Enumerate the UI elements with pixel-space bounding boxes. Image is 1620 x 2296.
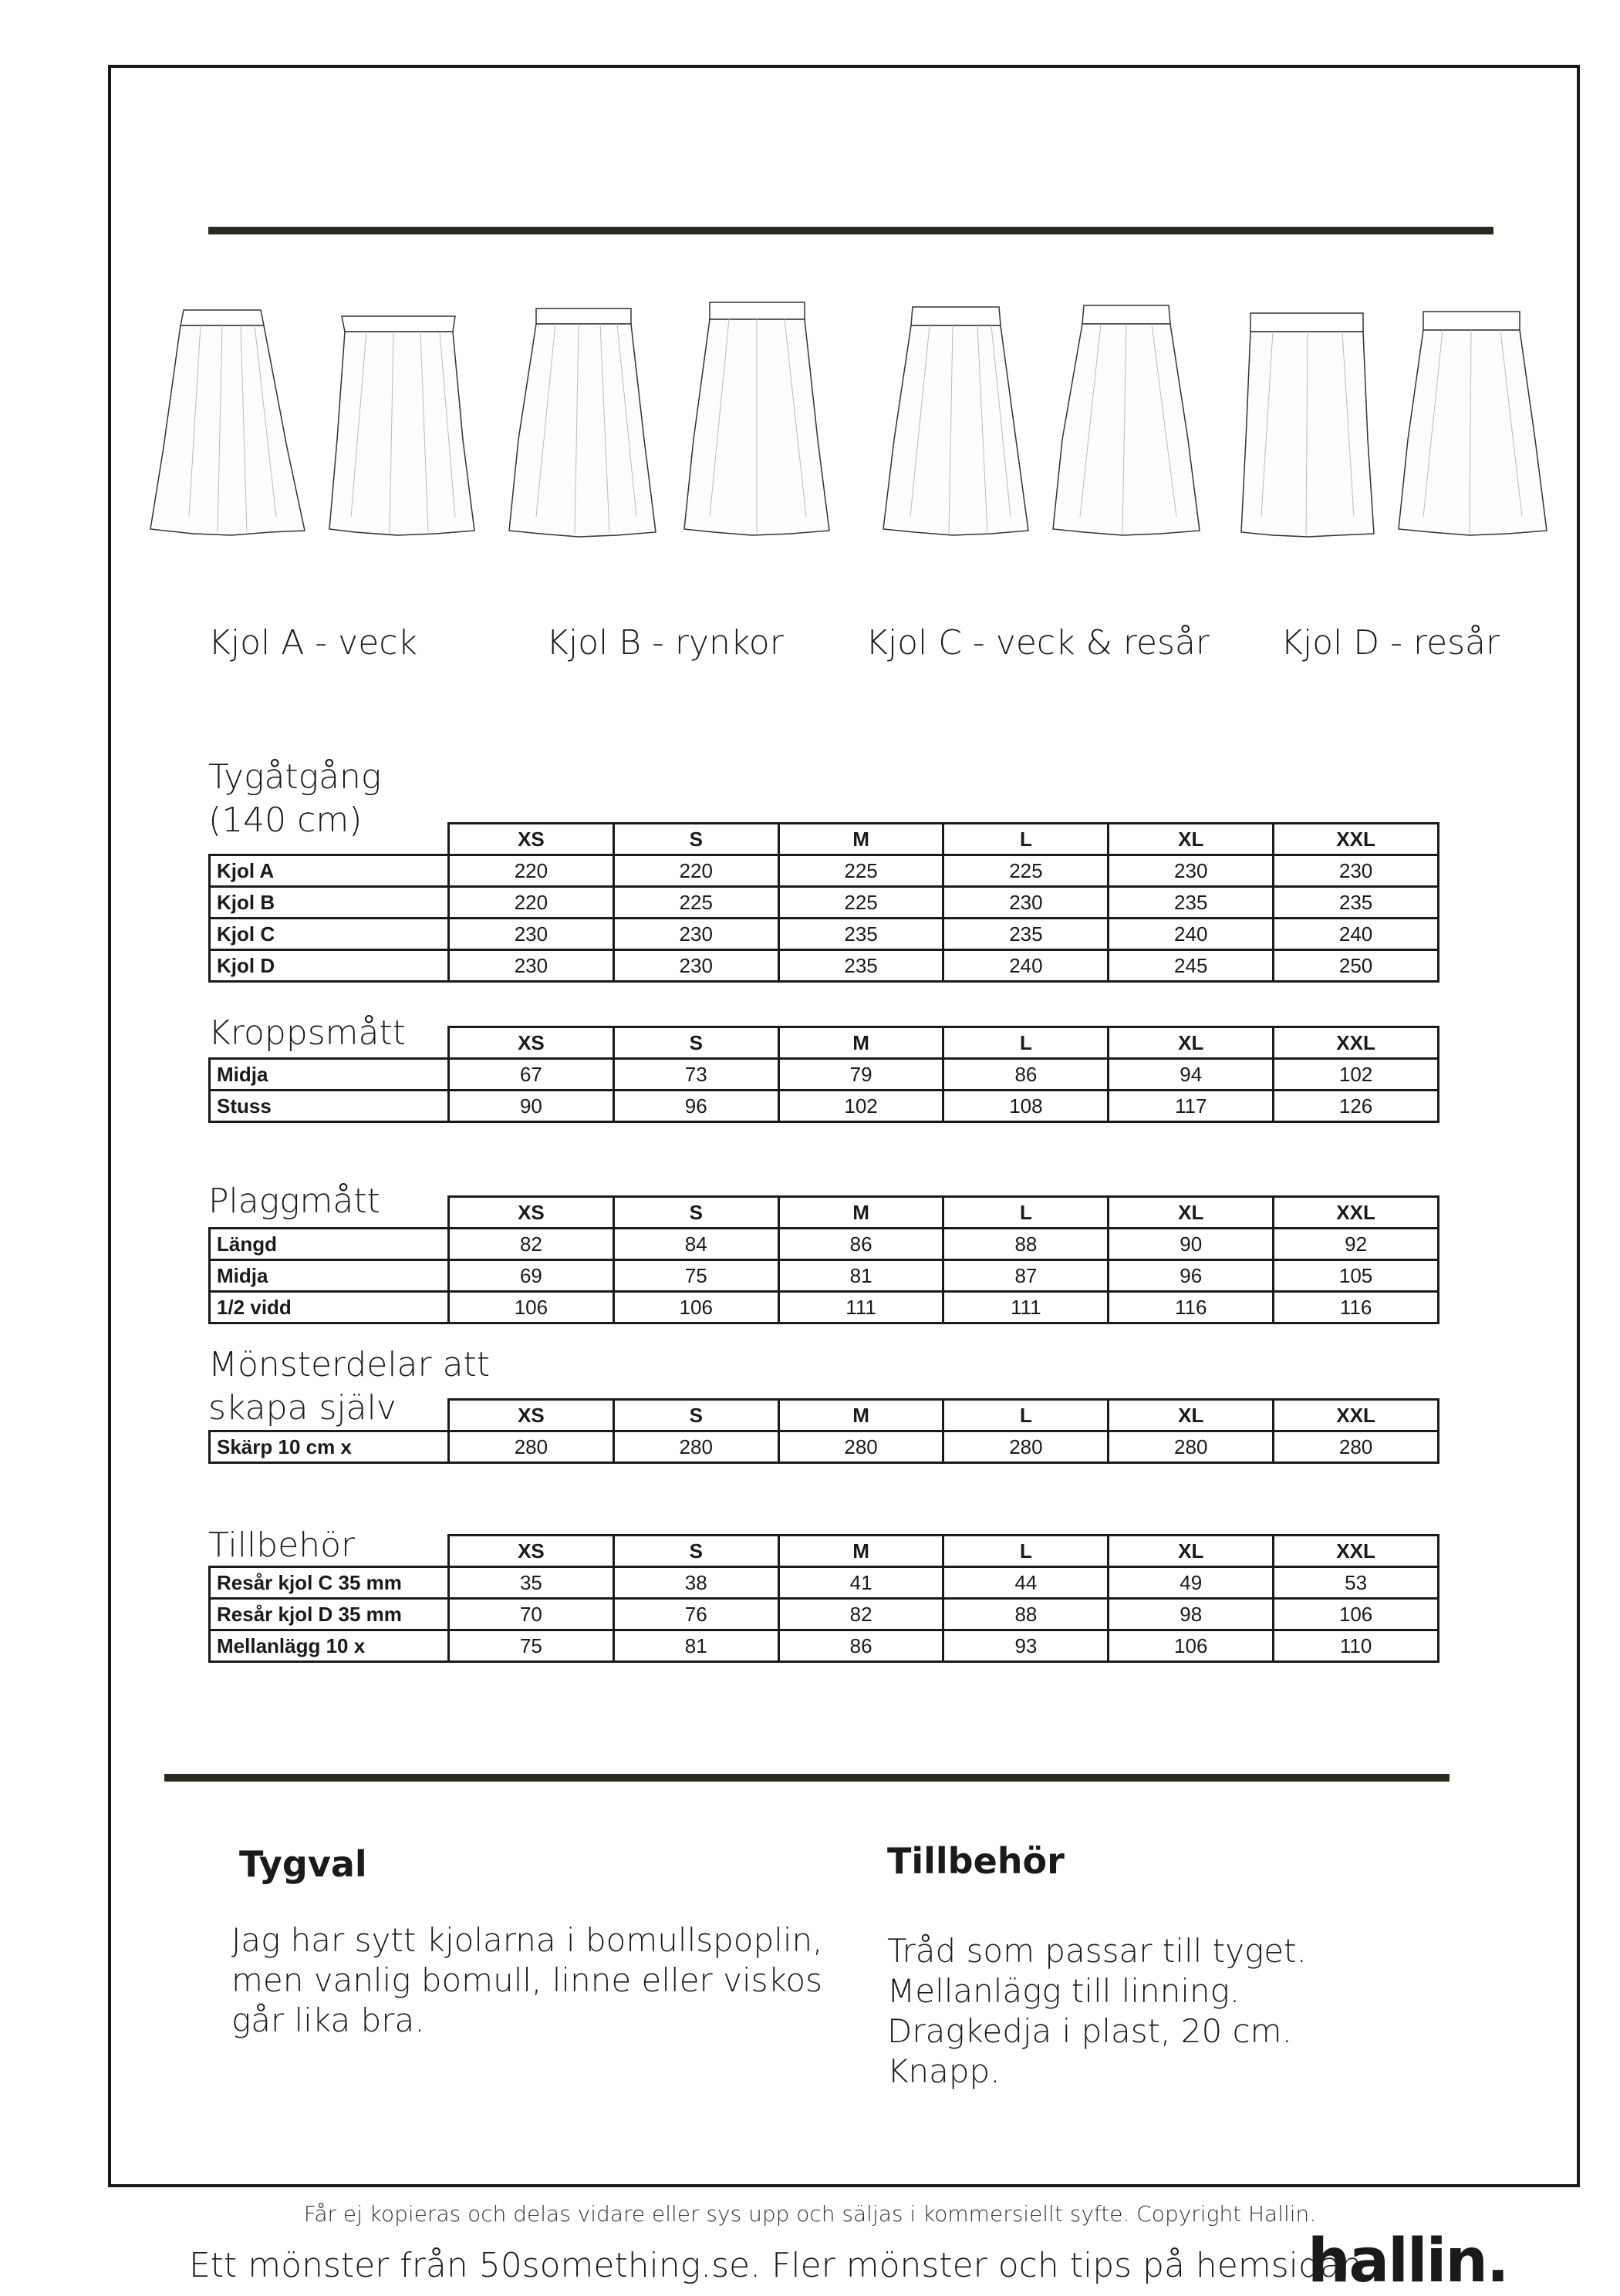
skirt-label-c: Kjol C - veck & resår bbox=[866, 623, 1210, 663]
value-cell: 230 bbox=[613, 919, 778, 950]
notions-text: Tråd som passar till tyget. Mellanlägg till linning. Dragkedja i plast, 20 cm. Knapp. bbox=[887, 1932, 1307, 2090]
table-row bbox=[210, 1292, 1439, 1323]
value-cell: 280 bbox=[1274, 1431, 1439, 1463]
garment-measurements-title: Plaggmått bbox=[208, 1182, 380, 1221]
table-row bbox=[210, 1229, 1439, 1260]
size-header-row bbox=[210, 1400, 1439, 1431]
table-row bbox=[210, 1059, 1439, 1091]
header-blank-cell bbox=[210, 824, 449, 855]
skirt-label-a: Kjol A - veck bbox=[208, 623, 417, 663]
value-cell: 84 bbox=[613, 1229, 778, 1260]
skirt-d-back-illustration bbox=[1392, 285, 1554, 540]
value-cell: 235 bbox=[1274, 887, 1439, 919]
value-cell: 280 bbox=[1109, 1431, 1274, 1463]
value-cell: 88 bbox=[943, 1599, 1109, 1630]
value-cell: 102 bbox=[778, 1091, 943, 1122]
value-cell: 35 bbox=[449, 1567, 614, 1599]
value-cell: 230 bbox=[943, 887, 1109, 919]
copyright-note: Får ej kopieras och delas vidare eller sys upp och säljas i kommersiellt syfte. Copyright Hallin. bbox=[303, 2201, 1317, 2227]
skirt-c-back-illustration bbox=[1045, 285, 1207, 540]
value-cell: 69 bbox=[449, 1260, 614, 1292]
row-label: Mellanlägg 10 x bbox=[210, 1630, 449, 1662]
value-cell: 220 bbox=[613, 855, 778, 887]
table-row bbox=[210, 1431, 1439, 1463]
value-cell: 73 bbox=[613, 1059, 778, 1091]
size-header-cell: M bbox=[778, 1027, 943, 1059]
value-cell: 240 bbox=[943, 950, 1109, 982]
row-label: Resår kjol D 35 mm bbox=[210, 1599, 449, 1630]
value-cell: 86 bbox=[778, 1630, 943, 1662]
value-cell: 220 bbox=[449, 855, 614, 887]
size-header-cell: XS bbox=[449, 1400, 614, 1431]
value-cell: 280 bbox=[943, 1431, 1109, 1463]
hallin-logo: hallin. bbox=[1308, 2227, 1508, 2296]
body-measurements-table bbox=[208, 1026, 1439, 1123]
table-row bbox=[210, 1630, 1439, 1662]
skirt-a-front-illustration bbox=[147, 285, 309, 540]
value-cell: 98 bbox=[1109, 1599, 1274, 1630]
size-header-cell: XL bbox=[1109, 1400, 1274, 1431]
value-cell: 86 bbox=[943, 1059, 1109, 1091]
size-header-cell: XXL bbox=[1274, 1536, 1439, 1567]
value-cell: 106 bbox=[1109, 1630, 1274, 1662]
body-measurements-title: Kroppsmått bbox=[208, 1013, 407, 1053]
size-header-cell: XS bbox=[449, 1197, 614, 1229]
value-cell: 230 bbox=[1109, 855, 1274, 887]
value-cell: 105 bbox=[1274, 1260, 1439, 1292]
value-cell: 93 bbox=[943, 1630, 1109, 1662]
value-cell: 230 bbox=[1274, 855, 1439, 887]
size-header-cell: L bbox=[943, 1536, 1109, 1567]
value-cell: 81 bbox=[613, 1630, 778, 1662]
value-cell: 280 bbox=[778, 1431, 943, 1463]
size-header-cell: S bbox=[613, 1536, 778, 1567]
value-cell: 235 bbox=[943, 919, 1109, 950]
value-cell: 92 bbox=[1274, 1229, 1439, 1260]
top-divider bbox=[208, 227, 1493, 234]
value-cell: 82 bbox=[778, 1599, 943, 1630]
table-row bbox=[210, 950, 1439, 982]
row-label: Kjol B bbox=[210, 887, 449, 919]
value-cell: 225 bbox=[778, 887, 943, 919]
value-cell: 86 bbox=[778, 1229, 943, 1260]
row-label: Stuss bbox=[210, 1091, 449, 1122]
size-header-cell: XL bbox=[1109, 824, 1274, 855]
value-cell: 102 bbox=[1274, 1059, 1439, 1091]
pattern-pieces-table bbox=[208, 1398, 1439, 1464]
skirt-b-front-illustration bbox=[501, 285, 663, 540]
value-cell: 235 bbox=[1109, 887, 1274, 919]
skirt-label-d: Kjol D - resår bbox=[1281, 623, 1500, 663]
skirt-label-b: Kjol B - rynkor bbox=[546, 623, 784, 663]
value-cell: 225 bbox=[778, 855, 943, 887]
value-cell: 41 bbox=[778, 1567, 943, 1599]
value-cell: 106 bbox=[1274, 1599, 1439, 1630]
size-header-cell: M bbox=[778, 1536, 943, 1567]
size-header-cell: XL bbox=[1109, 1027, 1274, 1059]
garment-measurements-table bbox=[208, 1195, 1439, 1324]
row-label: Kjol D bbox=[210, 950, 449, 982]
size-header-row bbox=[210, 824, 1439, 855]
value-cell: 111 bbox=[943, 1292, 1109, 1323]
value-cell: 220 bbox=[449, 887, 614, 919]
size-header-cell: XXL bbox=[1274, 1027, 1439, 1059]
table-row bbox=[210, 919, 1439, 950]
notions-table-title: Tillbehör bbox=[208, 1526, 356, 1565]
size-header-cell: M bbox=[778, 824, 943, 855]
value-cell: 108 bbox=[943, 1091, 1109, 1122]
row-label: Resår kjol C 35 mm bbox=[210, 1567, 449, 1599]
value-cell: 240 bbox=[1109, 919, 1274, 950]
size-header-cell: L bbox=[943, 1197, 1109, 1229]
notions-title: Tillbehör bbox=[887, 1840, 1065, 1882]
skirt-c-front-illustration bbox=[876, 285, 1038, 540]
value-cell: 94 bbox=[1109, 1059, 1274, 1091]
value-cell: 90 bbox=[449, 1091, 614, 1122]
value-cell: 79 bbox=[778, 1059, 943, 1091]
value-cell: 225 bbox=[613, 887, 778, 919]
table-row bbox=[210, 1260, 1439, 1292]
fabric-choice-text: Jag har sytt kjolarna i bomullspoplin, men vanlig bomull, linne eller viskos går lika bra. bbox=[231, 1921, 823, 2039]
value-cell: 117 bbox=[1109, 1091, 1274, 1122]
size-header-cell: L bbox=[943, 1400, 1109, 1431]
value-cell: 81 bbox=[778, 1260, 943, 1292]
value-cell: 38 bbox=[613, 1567, 778, 1599]
header-blank-cell bbox=[210, 1027, 449, 1059]
size-header-cell: XS bbox=[449, 1027, 614, 1059]
header-blank-cell bbox=[210, 1536, 449, 1567]
fabric-choice-title: Tygval bbox=[239, 1843, 367, 1885]
size-header-cell: XS bbox=[449, 824, 614, 855]
size-header-row bbox=[210, 1027, 1439, 1059]
row-label: Längd bbox=[210, 1229, 449, 1260]
row-label: Skärp 10 cm x bbox=[210, 1431, 449, 1463]
size-header-cell: S bbox=[613, 1027, 778, 1059]
size-header-cell: M bbox=[778, 1197, 943, 1229]
value-cell: 235 bbox=[778, 950, 943, 982]
value-cell: 111 bbox=[778, 1292, 943, 1323]
tagline: Ett mönster från 50something.se. Fler mönster och tips på hemsidan. bbox=[189, 2246, 1373, 2285]
value-cell: 116 bbox=[1274, 1292, 1439, 1323]
value-cell: 280 bbox=[449, 1431, 614, 1463]
header-blank-cell bbox=[210, 1400, 449, 1431]
size-header-row bbox=[210, 1536, 1439, 1567]
size-header-cell: M bbox=[778, 1400, 943, 1431]
value-cell: 76 bbox=[613, 1599, 778, 1630]
value-cell: 44 bbox=[943, 1567, 1109, 1599]
value-cell: 230 bbox=[449, 950, 614, 982]
size-header-cell: XL bbox=[1109, 1197, 1274, 1229]
row-label: 1/2 vidd bbox=[210, 1292, 449, 1323]
value-cell: 75 bbox=[613, 1260, 778, 1292]
table-row bbox=[210, 1091, 1439, 1122]
size-header-cell: L bbox=[943, 824, 1109, 855]
row-label: Midja bbox=[210, 1260, 449, 1292]
value-cell: 245 bbox=[1109, 950, 1274, 982]
value-cell: 96 bbox=[613, 1091, 778, 1122]
header-blank-cell bbox=[210, 1197, 449, 1229]
table-row bbox=[210, 1599, 1439, 1630]
skirt-b-back-illustration bbox=[675, 285, 837, 540]
row-label: Kjol A bbox=[210, 855, 449, 887]
pattern-pieces-title: Mönsterdelar att skapa själv bbox=[208, 1345, 491, 1428]
size-header-cell: S bbox=[613, 1400, 778, 1431]
value-cell: 88 bbox=[943, 1229, 1109, 1260]
notions-table bbox=[208, 1534, 1439, 1663]
size-header-cell: S bbox=[613, 824, 778, 855]
skirt-a-back-illustration bbox=[320, 285, 482, 540]
value-cell: 110 bbox=[1274, 1630, 1439, 1662]
value-cell: 75 bbox=[449, 1630, 614, 1662]
size-header-cell: XXL bbox=[1274, 1197, 1439, 1229]
value-cell: 230 bbox=[449, 919, 614, 950]
value-cell: 235 bbox=[778, 919, 943, 950]
size-header-cell: L bbox=[943, 1027, 1109, 1059]
size-header-cell: XS bbox=[449, 1536, 614, 1567]
size-header-row bbox=[210, 1197, 1439, 1229]
row-label: Kjol C bbox=[210, 919, 449, 950]
value-cell: 49 bbox=[1109, 1567, 1274, 1599]
value-cell: 90 bbox=[1109, 1229, 1274, 1260]
value-cell: 250 bbox=[1274, 950, 1439, 982]
bottom-divider bbox=[164, 1774, 1450, 1782]
size-header-cell: XL bbox=[1109, 1536, 1274, 1567]
table-row bbox=[210, 887, 1439, 919]
value-cell: 230 bbox=[613, 950, 778, 982]
row-label: Midja bbox=[210, 1059, 449, 1091]
value-cell: 240 bbox=[1274, 919, 1439, 950]
fabric-title: Tygåtgång (140 cm) bbox=[208, 757, 382, 840]
value-cell: 280 bbox=[613, 1431, 778, 1463]
skirt-d-front-illustration bbox=[1230, 285, 1392, 540]
value-cell: 96 bbox=[1109, 1260, 1274, 1292]
size-header-cell: S bbox=[613, 1197, 778, 1229]
skirt-illustrations bbox=[147, 285, 1551, 578]
value-cell: 106 bbox=[449, 1292, 614, 1323]
fabric-table bbox=[208, 822, 1439, 983]
value-cell: 87 bbox=[943, 1260, 1109, 1292]
value-cell: 116 bbox=[1109, 1292, 1274, 1323]
value-cell: 67 bbox=[449, 1059, 614, 1091]
value-cell: 126 bbox=[1274, 1091, 1439, 1122]
table-row bbox=[210, 1567, 1439, 1599]
size-header-cell: XXL bbox=[1274, 1400, 1439, 1431]
value-cell: 225 bbox=[943, 855, 1109, 887]
table-row bbox=[210, 855, 1439, 887]
value-cell: 82 bbox=[449, 1229, 614, 1260]
value-cell: 70 bbox=[449, 1599, 614, 1630]
value-cell: 106 bbox=[613, 1292, 778, 1323]
value-cell: 53 bbox=[1274, 1567, 1439, 1599]
size-header-cell: XXL bbox=[1274, 824, 1439, 855]
